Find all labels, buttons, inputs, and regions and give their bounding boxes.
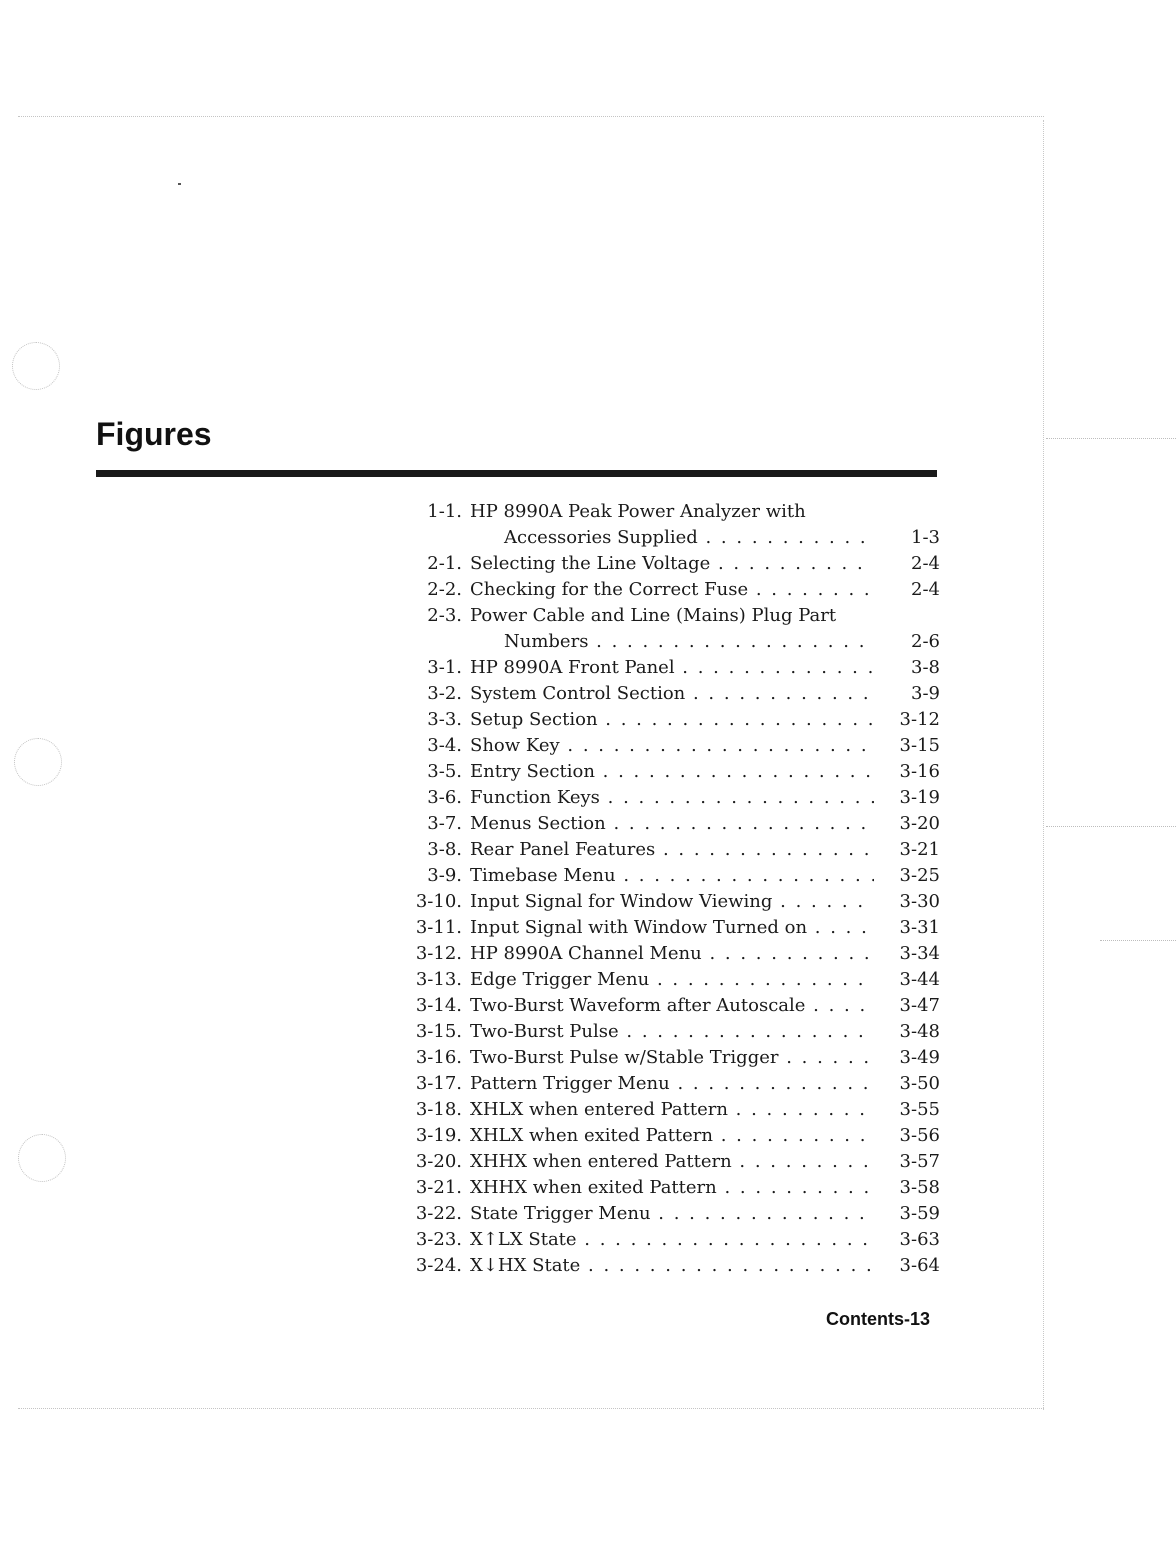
figure-title: [470, 1071, 874, 1097]
figure-title-text: Checking for the Correct Fuse: [470, 579, 749, 600]
leader-dots: [577, 1229, 874, 1250]
figure-title-text: Timebase Menu: [470, 865, 616, 886]
figure-title: [470, 1123, 874, 1149]
figure-entry: [400, 1123, 940, 1149]
figure-page: 3-57: [899, 1151, 940, 1172]
figure-title-text: Pattern Trigger Menu: [470, 1073, 670, 1094]
figure-title-text: HP 8990A Channel Menu: [470, 943, 702, 964]
figure-title: [470, 577, 874, 603]
figure-title-text: Two-Burst Waveform after Autoscale: [470, 995, 806, 1016]
figure-number: 3-3.: [427, 709, 462, 730]
figure-title: [470, 525, 874, 551]
figure-page: 2-4: [911, 579, 940, 600]
figure-number: 3-23.: [415, 1229, 462, 1250]
figure-title-text: Selecting the Line Voltage: [470, 553, 711, 574]
figure-number: 3-5.: [427, 761, 462, 782]
figure-entry: [400, 1253, 940, 1279]
leader-dots: [702, 943, 874, 964]
figure-page: 3-19: [899, 787, 940, 808]
figure-title: [470, 967, 874, 993]
leader-dots: [655, 839, 874, 860]
figure-entry: [400, 681, 940, 707]
figure-title-text: XHLX when exited Pattern: [470, 1125, 714, 1146]
leader-dots: [778, 1047, 874, 1068]
leader-dots: [713, 1125, 874, 1146]
leader-dots: [710, 553, 874, 574]
figure-title: [470, 993, 874, 1019]
bottom-trim-line: [18, 1408, 1044, 1409]
leader-dots: [717, 1177, 874, 1198]
figure-number: 3-11.: [415, 917, 462, 938]
figure-title: [470, 629, 874, 655]
binder-hole: [18, 1134, 66, 1182]
figure-title-text: Show Key: [470, 735, 560, 756]
leader-dots: [685, 683, 874, 704]
figure-title-text: HP 8990A Front Panel: [470, 657, 675, 678]
figure-number: 3-24.: [415, 1255, 462, 1276]
figure-entry: [400, 941, 940, 967]
figure-title-text: Input Signal for Window Viewing: [470, 891, 773, 912]
leader-dots: [728, 1099, 874, 1120]
top-trim-line: [18, 116, 1044, 117]
figure-title-text: Menus Section: [470, 813, 606, 834]
figure-page: 3-16: [899, 761, 940, 782]
figure-title: [470, 733, 874, 759]
figure-title: [470, 1227, 874, 1253]
figure-number: 3-17.: [415, 1073, 462, 1094]
figure-entry: [400, 655, 940, 681]
figure-title: [470, 1175, 874, 1201]
figure-title-text: Function Keys: [470, 787, 600, 808]
leader-dots: [748, 579, 874, 600]
figure-page: 3-59: [899, 1203, 940, 1224]
leader-dots: [675, 657, 874, 678]
leader-dots: [616, 865, 874, 886]
figure-number: 3-7.: [427, 813, 462, 834]
figure-number: 3-8.: [427, 839, 462, 860]
binder-hole: [12, 342, 60, 390]
figure-title: [470, 889, 874, 915]
figure-number: 3-13.: [415, 969, 462, 990]
figure-page: 3-21: [899, 839, 940, 860]
figure-number: 3-4.: [427, 735, 462, 756]
figure-number: 3-22.: [415, 1203, 462, 1224]
figure-title: [470, 759, 874, 785]
figure-page: 3-47: [899, 995, 940, 1016]
figure-entry: [400, 733, 940, 759]
figure-entry: [400, 1175, 940, 1201]
figure-title-text: Accessories Supplied: [504, 527, 698, 548]
figure-entry: [400, 551, 940, 577]
figure-title-text: Two-Burst Pulse w/Stable Trigger: [470, 1047, 779, 1068]
leader-dots: [560, 735, 874, 756]
figure-entry: [400, 1201, 940, 1227]
figure-title: [470, 499, 874, 525]
figure-title: [470, 707, 874, 733]
figure-number: 3-9.: [427, 865, 462, 886]
figure-title-text: Rear Panel Features: [470, 839, 656, 860]
figure-entry: [400, 499, 940, 525]
figure-title-text: Entry Section: [470, 761, 595, 782]
figure-title-text: X↑LX State: [470, 1229, 577, 1250]
figure-number: 3-12.: [415, 943, 462, 964]
figure-title: [470, 681, 874, 707]
figure-page: 2-4: [911, 553, 940, 574]
figure-title-text: X↓HX State: [470, 1255, 581, 1276]
figure-title: [470, 941, 874, 967]
leader-dots: [580, 1255, 874, 1276]
figure-entry: [400, 1019, 940, 1045]
page-footer: Contents-13: [825, 1309, 930, 1329]
figure-number: 2-3.: [427, 605, 462, 626]
figure-title: [470, 551, 874, 577]
figure-page: 3-9: [911, 683, 940, 704]
binder-hole: [14, 738, 62, 786]
figure-entry: [400, 707, 940, 733]
leader-dots: [588, 631, 874, 652]
figure-title: [470, 1149, 874, 1175]
figure-number: 3-6.: [427, 787, 462, 808]
title-rule: [96, 470, 937, 477]
figure-number: 3-20.: [415, 1151, 462, 1172]
leader-dots: [698, 527, 874, 548]
figure-entry: [400, 603, 940, 629]
figure-entry: [400, 577, 940, 603]
figure-title: [470, 1201, 874, 1227]
figure-entry: [400, 1227, 940, 1253]
figure-page: 1-3: [911, 527, 940, 548]
figure-page: 3-64: [899, 1255, 940, 1276]
figure-entry: [400, 1071, 940, 1097]
leader-dots: [670, 1073, 874, 1094]
figures-list: [400, 499, 940, 1279]
figure-title: [470, 603, 874, 629]
leader-dots: [595, 761, 874, 782]
margin-mark: [1046, 438, 1176, 439]
figure-title: [470, 863, 874, 889]
figure-title: [470, 1019, 874, 1045]
figure-entry: [400, 1045, 940, 1071]
figure-entry: [400, 967, 940, 993]
figure-page: 3-48: [899, 1021, 940, 1042]
figure-number: 3-1.: [427, 657, 462, 678]
figure-page: 3-49: [899, 1047, 940, 1068]
figure-title-text: Power Cable and Line (Mains) Plug Part: [470, 605, 837, 626]
figure-title-text: XHHX when entered Pattern: [470, 1151, 732, 1172]
figure-page: 3-58: [899, 1177, 940, 1198]
figure-page: 2-6: [911, 631, 940, 652]
figure-page: 3-31: [899, 917, 940, 938]
figure-entry: [400, 915, 940, 941]
leader-dots: [732, 1151, 874, 1172]
leader-dots: [805, 995, 874, 1016]
figure-entry: [400, 759, 940, 785]
figure-number: 3-18.: [415, 1099, 462, 1120]
figure-title: [470, 837, 874, 863]
figure-entry: [400, 629, 940, 655]
figure-number: 3-15.: [415, 1021, 462, 1042]
margin-mark: [1100, 940, 1176, 941]
figure-title-text: Input Signal with Window Turned on: [470, 917, 808, 938]
figure-page: 3-55: [899, 1099, 940, 1120]
page-title: Figures: [96, 416, 212, 452]
leader-dots: [651, 1203, 874, 1224]
figure-page: 3-44: [899, 969, 940, 990]
figure-title: [470, 1253, 874, 1279]
figure-title-text: Two-Burst Pulse: [470, 1021, 619, 1042]
figure-title-text: Numbers: [504, 631, 589, 652]
figure-title: [470, 655, 874, 681]
figure-page: 3-15: [899, 735, 940, 756]
figure-entry: [400, 993, 940, 1019]
figure-title: [470, 811, 874, 837]
figure-page: 3-25: [899, 865, 940, 886]
leader-dots: [649, 969, 874, 990]
leader-dots: [619, 1021, 874, 1042]
figure-entry: [400, 837, 940, 863]
figure-number: 3-19.: [415, 1125, 462, 1146]
leader-dots: [600, 787, 874, 808]
figure-title-text: Setup Section: [470, 709, 598, 730]
figure-entry: [400, 525, 940, 551]
figure-number: 3-2.: [427, 683, 462, 704]
figure-title-text: XHLX when entered Pattern: [470, 1099, 728, 1120]
figure-page: 3-50: [899, 1073, 940, 1094]
figure-page: 3-63: [899, 1229, 940, 1250]
figure-number: 1-1.: [427, 501, 462, 522]
figure-title: [470, 1097, 874, 1123]
leader-dots: [598, 709, 874, 730]
figure-number: 3-21.: [415, 1177, 462, 1198]
figure-title-text: System Control Section: [470, 683, 686, 704]
figure-title-text: XHHX when exited Pattern: [470, 1177, 717, 1198]
figure-entry: [400, 811, 940, 837]
figure-number: 2-1.: [427, 553, 462, 574]
figure-number: 2-2.: [427, 579, 462, 600]
figure-entry: [400, 863, 940, 889]
right-trim-line: [1043, 120, 1044, 1410]
figure-page: 3-30: [899, 891, 940, 912]
figure-page: 3-56: [899, 1125, 940, 1146]
figure-number: 3-10.: [415, 891, 462, 912]
figure-number: 3-16.: [415, 1047, 462, 1068]
figure-title-text: HP 8990A Peak Power Analyzer with: [470, 501, 806, 522]
figure-title: [470, 1045, 874, 1071]
figure-entry: [400, 1149, 940, 1175]
figure-page: 3-8: [911, 657, 940, 678]
leader-dots: [606, 813, 874, 834]
figure-entry: [400, 1097, 940, 1123]
figure-entry: [400, 889, 940, 915]
figure-title: [470, 915, 874, 941]
leader-dots: [772, 891, 874, 912]
figure-title: [470, 785, 874, 811]
figure-entry: [400, 785, 940, 811]
figure-page: 3-20: [899, 813, 940, 834]
scan-speck: [178, 183, 181, 185]
leader-dots: [807, 917, 874, 938]
figure-title-text: Edge Trigger Menu: [470, 969, 650, 990]
figure-page: 3-34: [899, 943, 940, 964]
figure-number: 3-14.: [415, 995, 462, 1016]
figure-title-text: State Trigger Menu: [470, 1203, 651, 1224]
margin-mark: [1046, 826, 1176, 827]
figure-page: 3-12: [899, 709, 940, 730]
